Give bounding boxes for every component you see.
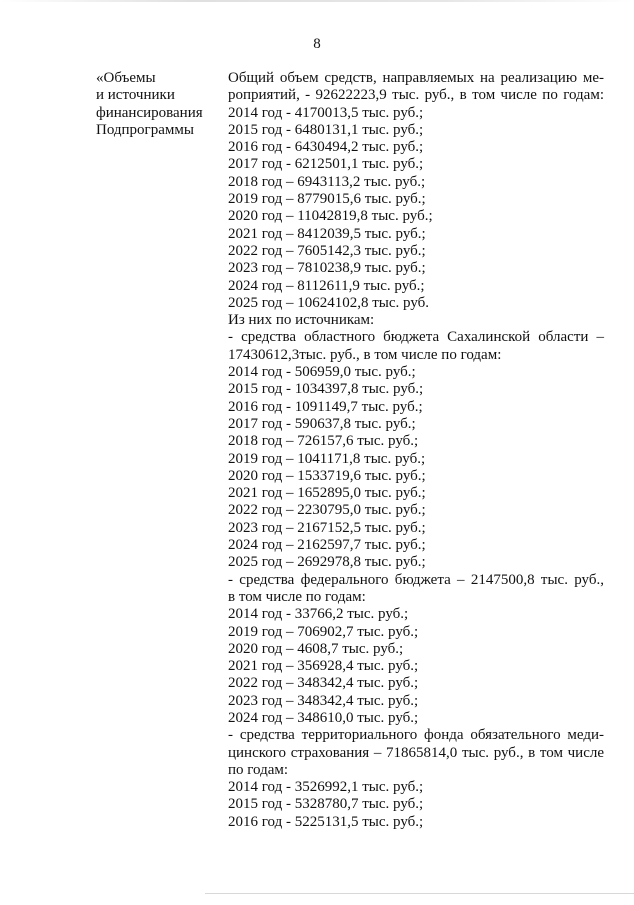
regional-year-row: 2020 год – 1533719,6 тыс. руб.; bbox=[228, 467, 426, 484]
total-year-row: 2019 год – 8779015,6 тыс. руб.; bbox=[228, 191, 426, 208]
section-label-line: и источники bbox=[96, 87, 175, 104]
section-label bbox=[96, 70, 221, 139]
federal-year-row: 2022 год – 348342,4 тыс. руб.; bbox=[228, 675, 419, 692]
oms-fund-line: - средства территориального фонда обязательного меди- bbox=[228, 727, 604, 744]
total-year-row: 2018 год – 6943113,2 тыс. руб.; bbox=[228, 173, 426, 190]
oms-year-row: 2016 год - 5225131,5 тыс. руб.; bbox=[228, 813, 424, 830]
regional-budget-line: - средства областного бюджета Сахалинской области – bbox=[228, 329, 604, 346]
regional-year-row: 2022 год – 2230795,0 тыс. руб.; bbox=[228, 502, 426, 519]
regional-budget-line: 17430612,3тыс. руб., в том числе по годам: bbox=[228, 346, 502, 363]
total-year-row: 2024 год – 8112611,9 тыс. руб.; bbox=[228, 277, 425, 294]
sources-heading: Из них по источникам: bbox=[228, 312, 375, 329]
oms-year-row: 2015 год - 5328780,7 тыс. руб.; bbox=[228, 796, 424, 813]
page-number: 8 bbox=[313, 36, 321, 52]
total-intro-line: роприятий, - 92622223,9 тыс. руб., в том числе по годам: bbox=[228, 87, 604, 104]
total-year-row: 2021 год – 8412039,5 тыс. руб.; bbox=[228, 225, 426, 242]
federal-year-row: 2019 год – 706902,7 тыс. руб.; bbox=[228, 623, 419, 640]
regional-year-row: 2023 год – 2167152,5 тыс. руб.; bbox=[228, 519, 426, 536]
regional-year-row: 2016 год - 1091149,7 тыс. руб.; bbox=[228, 398, 423, 415]
federal-year-row: 2024 год – 348610,0 тыс. руб.; bbox=[228, 709, 419, 726]
regional-year-row: 2015 год - 1034397,8 тыс. руб.; bbox=[228, 381, 424, 398]
regional-year-row: 2025 год – 2692978,8 тыс. руб.; bbox=[228, 554, 426, 571]
section-label-line: финансирования bbox=[96, 104, 203, 121]
federal-year-row: 2023 год – 348342,4 тыс. руб.; bbox=[228, 692, 419, 709]
total-year-row: 2014 год - 4170013,5 тыс. руб.; bbox=[228, 104, 424, 121]
oms-fund-line: цинского страхования – 71865814,0 тыс. руб., в том числе bbox=[228, 744, 604, 761]
financing-details bbox=[228, 70, 604, 831]
federal-budget-line: в том числе по годам: bbox=[228, 588, 366, 605]
regional-year-row: 2019 год – 1041171,8 тыс. руб.; bbox=[228, 450, 426, 467]
total-intro-line: Общий объем средств, направляемых на реализацию ме- bbox=[228, 70, 604, 86]
scan-top-edge bbox=[0, 0, 634, 2]
federal-budget-line: - средства федерального бюджета – 2147500,8 тыс. руб., bbox=[228, 571, 604, 588]
total-year-row: 2015 год - 6480131,1 тыс. руб.; bbox=[228, 121, 424, 138]
oms-fund-line: по годам: bbox=[228, 761, 289, 778]
section-label-line: Подпрограммы bbox=[96, 121, 194, 138]
federal-year-row: 2021 год – 356928,4 тыс. руб.; bbox=[228, 658, 419, 675]
regional-year-row: 2014 год - 506959,0 тыс. руб.; bbox=[228, 364, 416, 381]
section-label-line: «Объемы bbox=[96, 70, 156, 86]
total-year-row: 2022 год – 7605142,3 тыс. руб.; bbox=[228, 242, 426, 259]
regional-year-row: 2017 год - 590637,8 тыс. руб.; bbox=[228, 415, 416, 432]
total-year-row: 2025 год – 10624102,8 тыс. руб. bbox=[228, 294, 430, 311]
regional-year-row: 2018 год – 726157,6 тыс. руб.; bbox=[228, 433, 419, 450]
total-year-row: 2016 год - 6430494,2 тыс. руб.; bbox=[228, 139, 424, 156]
oms-year-row: 2014 год - 3526992,1 тыс. руб.; bbox=[228, 779, 424, 796]
total-year-row: 2017 год - 6212501,1 тыс. руб.; bbox=[228, 156, 424, 173]
regional-year-row: 2024 год – 2162597,7 тыс. руб.; bbox=[228, 537, 426, 554]
regional-year-row: 2021 год – 1652895,0 тыс. руб.; bbox=[228, 485, 426, 502]
total-year-row: 2023 год – 7810238,9 тыс. руб.; bbox=[228, 260, 426, 277]
total-year-row: 2020 год – 11042819,8 тыс. руб.; bbox=[228, 208, 433, 225]
federal-year-row: 2020 год – 4608,7 тыс. руб.; bbox=[228, 640, 404, 657]
federal-year-row: 2014 год - 33766,2 тыс. руб.; bbox=[228, 606, 409, 623]
scan-bottom-edge bbox=[205, 893, 634, 894]
